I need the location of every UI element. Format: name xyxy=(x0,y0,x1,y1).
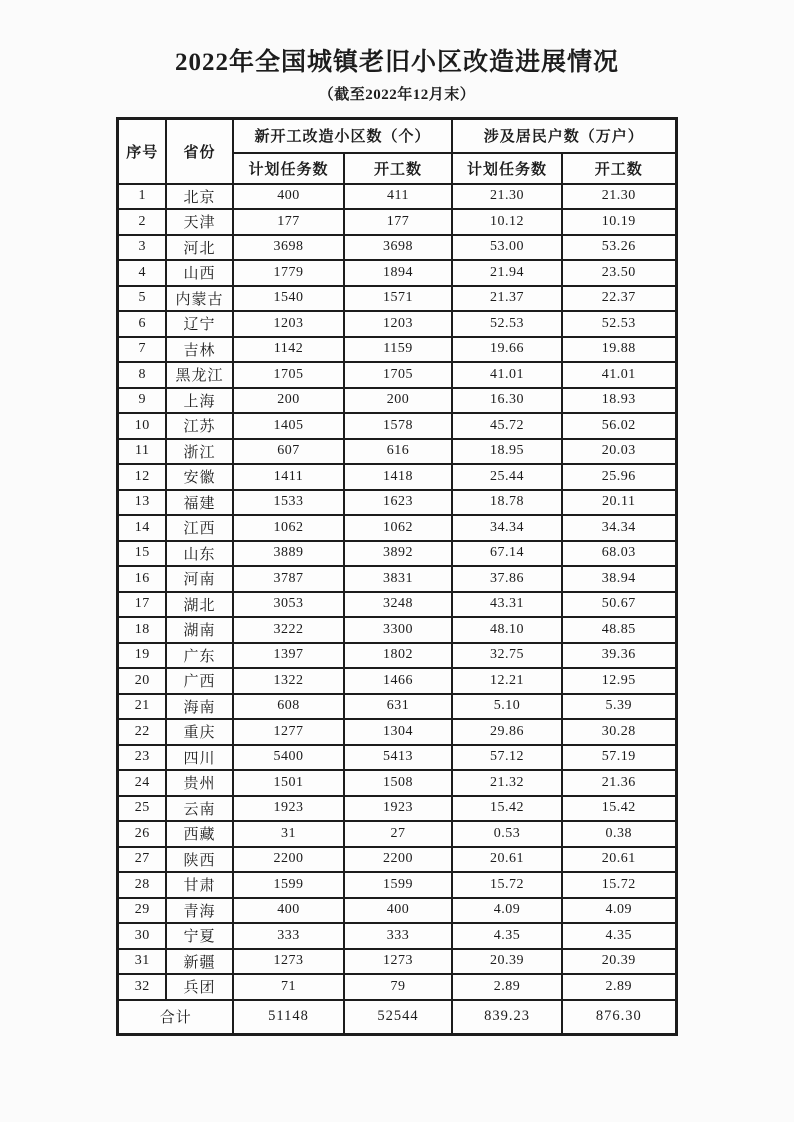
row-index: 19 xyxy=(118,643,166,669)
table-row xyxy=(118,184,676,210)
table-row xyxy=(118,362,676,388)
row-province: 河南 xyxy=(166,566,233,592)
table-row xyxy=(118,898,676,924)
row-plan-households: 34.34 xyxy=(452,515,562,541)
row-index: 26 xyxy=(118,821,166,847)
row-start-households: 21.36 xyxy=(562,770,676,796)
row-plan-households: 25.44 xyxy=(452,464,562,490)
row-plan-count: 1923 xyxy=(233,796,344,822)
row-plan-count: 1411 xyxy=(233,464,344,490)
row-start-count: 631 xyxy=(344,694,452,720)
header-row-groups xyxy=(118,119,676,153)
row-plan-count: 3698 xyxy=(233,235,344,261)
row-plan-households: 20.61 xyxy=(452,847,562,873)
table-row xyxy=(118,872,676,898)
table-row xyxy=(118,719,676,745)
row-start-households: 4.35 xyxy=(562,923,676,949)
row-index: 21 xyxy=(118,694,166,720)
row-start-households: 0.38 xyxy=(562,821,676,847)
row-plan-count: 31 xyxy=(233,821,344,847)
table-row xyxy=(118,515,676,541)
renovation-progress-table xyxy=(116,117,677,1036)
row-plan-count: 1397 xyxy=(233,643,344,669)
row-plan-count: 1599 xyxy=(233,872,344,898)
row-start-households: 5.39 xyxy=(562,694,676,720)
row-start-households: 20.03 xyxy=(562,439,676,465)
row-plan-count: 608 xyxy=(233,694,344,720)
table-row xyxy=(118,821,676,847)
row-index: 14 xyxy=(118,515,166,541)
row-index: 6 xyxy=(118,311,166,337)
row-index: 3 xyxy=(118,235,166,261)
row-plan-count: 2200 xyxy=(233,847,344,873)
row-plan-count: 1142 xyxy=(233,337,344,363)
row-index: 23 xyxy=(118,745,166,771)
row-index: 11 xyxy=(118,439,166,465)
row-start-households: 15.42 xyxy=(562,796,676,822)
row-province: 兵团 xyxy=(166,974,233,1000)
row-plan-count: 5400 xyxy=(233,745,344,771)
row-index: 24 xyxy=(118,770,166,796)
row-start-count: 1508 xyxy=(344,770,452,796)
row-start-households: 41.01 xyxy=(562,362,676,388)
row-start-count: 200 xyxy=(344,388,452,414)
table-row xyxy=(118,260,676,286)
row-province: 内蒙古 xyxy=(166,286,233,312)
row-province: 广东 xyxy=(166,643,233,669)
row-province: 海南 xyxy=(166,694,233,720)
table-row xyxy=(118,311,676,337)
table-row xyxy=(118,337,676,363)
total-plan-count: 51148 xyxy=(233,1000,344,1035)
row-plan-households: 57.12 xyxy=(452,745,562,771)
row-plan-households: 18.95 xyxy=(452,439,562,465)
row-index: 20 xyxy=(118,668,166,694)
row-plan-households: 48.10 xyxy=(452,617,562,643)
row-plan-households: 21.32 xyxy=(452,770,562,796)
row-start-households: 22.37 xyxy=(562,286,676,312)
total-start-households: 876.30 xyxy=(562,1000,676,1035)
row-plan-households: 4.09 xyxy=(452,898,562,924)
row-start-households: 25.96 xyxy=(562,464,676,490)
row-plan-count: 333 xyxy=(233,923,344,949)
row-plan-households: 37.86 xyxy=(452,566,562,592)
row-start-count: 333 xyxy=(344,923,452,949)
row-plan-count: 3787 xyxy=(233,566,344,592)
row-start-households: 34.34 xyxy=(562,515,676,541)
row-province: 贵州 xyxy=(166,770,233,796)
row-province: 江西 xyxy=(166,515,233,541)
row-start-count: 1304 xyxy=(344,719,452,745)
col-group-households: 涉及居民户数（万户） xyxy=(452,119,676,153)
row-start-count: 1599 xyxy=(344,872,452,898)
table-row xyxy=(118,949,676,975)
total-row xyxy=(118,1000,676,1035)
row-province: 四川 xyxy=(166,745,233,771)
row-start-count: 3248 xyxy=(344,592,452,618)
row-start-count: 3698 xyxy=(344,235,452,261)
row-start-count: 1623 xyxy=(344,490,452,516)
table-row xyxy=(118,974,676,1000)
row-plan-households: 15.42 xyxy=(452,796,562,822)
row-plan-count: 1779 xyxy=(233,260,344,286)
page-subtitle: （截至2022年12月末） xyxy=(318,87,476,103)
row-plan-count: 400 xyxy=(233,184,344,210)
row-start-households: 20.61 xyxy=(562,847,676,873)
table-row xyxy=(118,464,676,490)
row-index: 9 xyxy=(118,388,166,414)
row-start-count: 79 xyxy=(344,974,452,1000)
row-province: 上海 xyxy=(166,388,233,414)
table-row xyxy=(118,592,676,618)
table-row xyxy=(118,490,676,516)
table-row xyxy=(118,770,676,796)
row-plan-count: 3053 xyxy=(233,592,344,618)
row-start-households: 52.53 xyxy=(562,311,676,337)
row-province: 北京 xyxy=(166,184,233,210)
table-row xyxy=(118,388,676,414)
row-start-households: 21.30 xyxy=(562,184,676,210)
row-plan-count: 1062 xyxy=(233,515,344,541)
row-province: 安徽 xyxy=(166,464,233,490)
row-plan-households: 4.35 xyxy=(452,923,562,949)
table-row xyxy=(118,847,676,873)
row-start-households: 19.88 xyxy=(562,337,676,363)
row-plan-households: 18.78 xyxy=(452,490,562,516)
row-index: 28 xyxy=(118,872,166,898)
row-plan-count: 1540 xyxy=(233,286,344,312)
row-plan-households: 67.14 xyxy=(452,541,562,567)
row-start-count: 3892 xyxy=(344,541,452,567)
row-plan-households: 0.53 xyxy=(452,821,562,847)
row-start-count: 1923 xyxy=(344,796,452,822)
table-row xyxy=(118,694,676,720)
table-row xyxy=(118,796,676,822)
row-plan-count: 1501 xyxy=(233,770,344,796)
row-plan-count: 200 xyxy=(233,388,344,414)
row-province: 山西 xyxy=(166,260,233,286)
row-plan-count: 3889 xyxy=(233,541,344,567)
row-province: 江苏 xyxy=(166,413,233,439)
row-province: 辽宁 xyxy=(166,311,233,337)
row-plan-households: 45.72 xyxy=(452,413,562,439)
row-start-households: 20.39 xyxy=(562,949,676,975)
row-start-count: 1466 xyxy=(344,668,452,694)
row-province: 河北 xyxy=(166,235,233,261)
total-plan-households: 839.23 xyxy=(452,1000,562,1035)
row-index: 16 xyxy=(118,566,166,592)
col-header-planned-count: 计划任务数 xyxy=(233,153,344,184)
row-index: 17 xyxy=(118,592,166,618)
row-index: 1 xyxy=(118,184,166,210)
row-start-households: 23.50 xyxy=(562,260,676,286)
row-start-count: 1418 xyxy=(344,464,452,490)
row-plan-households: 16.30 xyxy=(452,388,562,414)
col-header-started-count: 开工数 xyxy=(344,153,452,184)
table-row xyxy=(118,439,676,465)
row-province: 湖北 xyxy=(166,592,233,618)
row-plan-households: 29.86 xyxy=(452,719,562,745)
row-index: 31 xyxy=(118,949,166,975)
row-plan-households: 53.00 xyxy=(452,235,562,261)
row-index: 2 xyxy=(118,209,166,235)
row-plan-households: 15.72 xyxy=(452,872,562,898)
row-start-households: 50.67 xyxy=(562,592,676,618)
row-start-households: 20.11 xyxy=(562,490,676,516)
table-row xyxy=(118,209,676,235)
table-row xyxy=(118,668,676,694)
row-start-count: 1894 xyxy=(344,260,452,286)
table-row xyxy=(118,235,676,261)
row-index: 12 xyxy=(118,464,166,490)
row-index: 22 xyxy=(118,719,166,745)
table-row xyxy=(118,923,676,949)
row-province: 湖南 xyxy=(166,617,233,643)
row-plan-count: 1273 xyxy=(233,949,344,975)
row-start-count: 27 xyxy=(344,821,452,847)
row-start-households: 68.03 xyxy=(562,541,676,567)
row-index: 30 xyxy=(118,923,166,949)
row-start-count: 1802 xyxy=(344,643,452,669)
total-start-count: 52544 xyxy=(344,1000,452,1035)
row-plan-count: 1405 xyxy=(233,413,344,439)
table-row xyxy=(118,413,676,439)
row-start-households: 53.26 xyxy=(562,235,676,261)
row-province: 陕西 xyxy=(166,847,233,873)
row-start-count: 3831 xyxy=(344,566,452,592)
row-plan-households: 21.37 xyxy=(452,286,562,312)
row-province: 重庆 xyxy=(166,719,233,745)
row-plan-households: 21.94 xyxy=(452,260,562,286)
row-province: 吉林 xyxy=(166,337,233,363)
row-plan-count: 1203 xyxy=(233,311,344,337)
row-start-count: 411 xyxy=(344,184,452,210)
row-start-households: 12.95 xyxy=(562,668,676,694)
row-plan-households: 2.89 xyxy=(452,974,562,1000)
row-start-households: 48.85 xyxy=(562,617,676,643)
row-plan-count: 177 xyxy=(233,209,344,235)
row-start-count: 5413 xyxy=(344,745,452,771)
table-row xyxy=(118,617,676,643)
row-start-households: 30.28 xyxy=(562,719,676,745)
row-start-households: 15.72 xyxy=(562,872,676,898)
row-plan-count: 3222 xyxy=(233,617,344,643)
row-province: 浙江 xyxy=(166,439,233,465)
row-plan-households: 52.53 xyxy=(452,311,562,337)
row-start-count: 616 xyxy=(344,439,452,465)
row-start-count: 3300 xyxy=(344,617,452,643)
col-header-province: 省份 xyxy=(166,119,233,184)
row-start-count: 2200 xyxy=(344,847,452,873)
row-plan-count: 1533 xyxy=(233,490,344,516)
table-row xyxy=(118,541,676,567)
row-province: 山东 xyxy=(166,541,233,567)
row-start-households: 4.09 xyxy=(562,898,676,924)
row-index: 8 xyxy=(118,362,166,388)
row-index: 29 xyxy=(118,898,166,924)
row-plan-households: 20.39 xyxy=(452,949,562,975)
row-plan-households: 32.75 xyxy=(452,643,562,669)
row-index: 15 xyxy=(118,541,166,567)
row-plan-households: 5.10 xyxy=(452,694,562,720)
col-header-planned-households: 计划任务数 xyxy=(452,153,562,184)
row-index: 10 xyxy=(118,413,166,439)
row-index: 27 xyxy=(118,847,166,873)
row-start-count: 1273 xyxy=(344,949,452,975)
row-start-households: 2.89 xyxy=(562,974,676,1000)
row-index: 13 xyxy=(118,490,166,516)
row-province: 广西 xyxy=(166,668,233,694)
row-plan-households: 10.12 xyxy=(452,209,562,235)
row-province: 云南 xyxy=(166,796,233,822)
row-province: 西藏 xyxy=(166,821,233,847)
row-plan-count: 1277 xyxy=(233,719,344,745)
row-start-households: 39.36 xyxy=(562,643,676,669)
row-province: 天津 xyxy=(166,209,233,235)
row-index: 5 xyxy=(118,286,166,312)
row-plan-count: 607 xyxy=(233,439,344,465)
total-label: 合计 xyxy=(118,1000,233,1035)
row-plan-households: 12.21 xyxy=(452,668,562,694)
row-index: 4 xyxy=(118,260,166,286)
row-plan-count: 1705 xyxy=(233,362,344,388)
table-body xyxy=(118,184,676,1000)
row-start-count: 1062 xyxy=(344,515,452,541)
row-start-households: 38.94 xyxy=(562,566,676,592)
row-index: 25 xyxy=(118,796,166,822)
row-index: 18 xyxy=(118,617,166,643)
col-group-new-start-count: 新开工改造小区数（个） xyxy=(233,119,452,153)
row-plan-count: 400 xyxy=(233,898,344,924)
table-row xyxy=(118,286,676,312)
row-start-households: 18.93 xyxy=(562,388,676,414)
table-row xyxy=(118,566,676,592)
row-start-count: 400 xyxy=(344,898,452,924)
table-row xyxy=(118,643,676,669)
row-province: 青海 xyxy=(166,898,233,924)
row-index: 7 xyxy=(118,337,166,363)
row-start-count: 1203 xyxy=(344,311,452,337)
row-start-count: 1578 xyxy=(344,413,452,439)
row-start-households: 10.19 xyxy=(562,209,676,235)
row-start-count: 1705 xyxy=(344,362,452,388)
row-start-households: 57.19 xyxy=(562,745,676,771)
page-title: 2022年全国城镇老旧小区改造进展情况 xyxy=(174,49,619,76)
row-province: 宁夏 xyxy=(166,923,233,949)
col-header-started-households: 开工数 xyxy=(562,153,676,184)
row-plan-households: 41.01 xyxy=(452,362,562,388)
row-plan-households: 43.31 xyxy=(452,592,562,618)
col-header-index: 序号 xyxy=(118,119,166,184)
row-province: 福建 xyxy=(166,490,233,516)
table-row xyxy=(118,745,676,771)
row-start-households: 56.02 xyxy=(562,413,676,439)
row-plan-count: 1322 xyxy=(233,668,344,694)
row-province: 新疆 xyxy=(166,949,233,975)
row-plan-count: 71 xyxy=(233,974,344,1000)
row-plan-households: 19.66 xyxy=(452,337,562,363)
row-province: 甘肃 xyxy=(166,872,233,898)
row-province: 黑龙江 xyxy=(166,362,233,388)
row-start-count: 1571 xyxy=(344,286,452,312)
row-index: 32 xyxy=(118,974,166,1000)
row-plan-households: 21.30 xyxy=(452,184,562,210)
row-start-count: 177 xyxy=(344,209,452,235)
row-start-count: 1159 xyxy=(344,337,452,363)
